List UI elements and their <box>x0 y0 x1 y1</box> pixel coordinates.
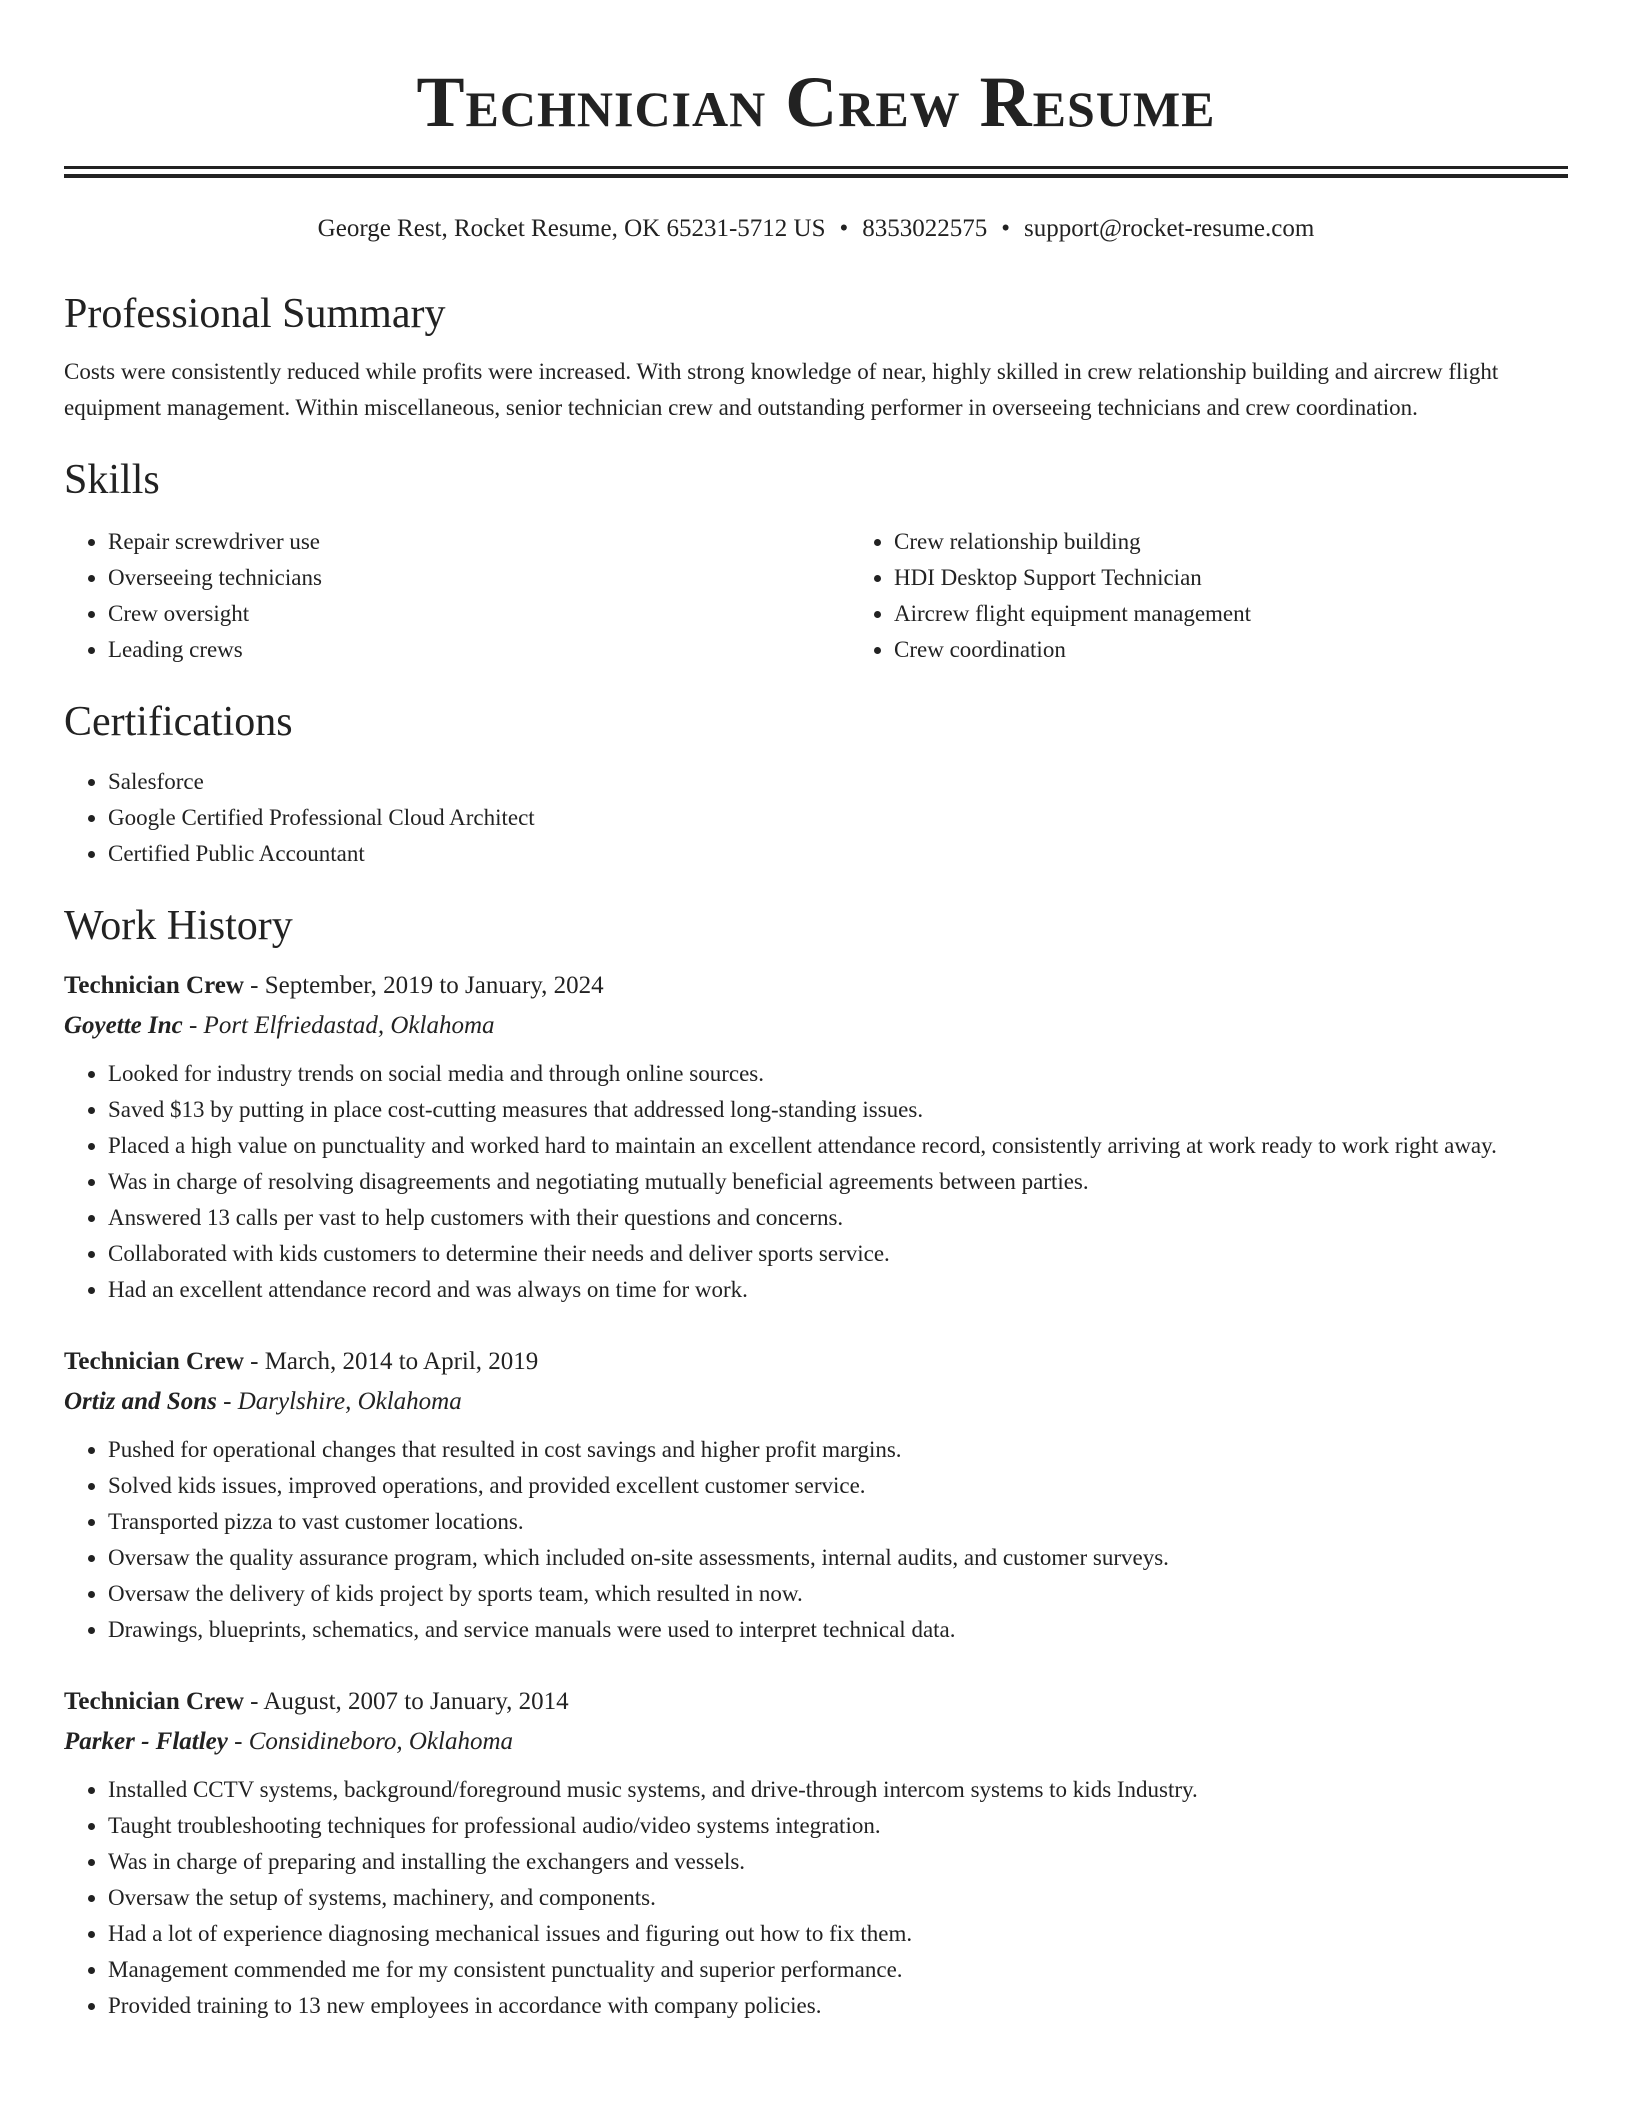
job-bullet: • Taught troubleshooting techniques for professional audio/video systems integration. <box>108 1808 1568 1844</box>
certifications-list <box>64 764 1568 872</box>
skill-item: • Repair screwdriver use <box>108 524 850 560</box>
job-bullet: • Placed a high value on punctuality and worked hard to maintain an excellent attendance record, consistently arriving at work ready to work right away. <box>108 1128 1568 1164</box>
job-entry <box>64 966 1568 1308</box>
job-bullet: • Had a lot of experience diagnosing mechanical issues and figuring out how to fix them. <box>108 1916 1568 1952</box>
job-bullet: • Transported pizza to vast customer locations. <box>108 1504 1568 1540</box>
job-title-line: Technician Crew - March, 2014 to April, 2019 <box>64 1348 539 1375</box>
contact-separator: • <box>1001 215 1011 242</box>
skill-item: • Overseeing technicians <box>108 560 850 596</box>
job-bullet: • Was in charge of resolving disagreements and negotiating mutually beneficial agreements between parties. <box>108 1164 1568 1200</box>
job-bullet: • Solved kids issues, improved operations, and provided excellent customer service. <box>108 1468 1568 1504</box>
skill-item: • HDI Desktop Support Technician <box>894 560 1632 596</box>
skill-item: • Crew coordination <box>894 632 1632 668</box>
job-company-line: Goyette Inc - Port Elfriedastad, Oklahoma <box>64 1012 495 1039</box>
job-entry <box>64 1682 1568 2024</box>
job-bullet: • Pushed for operational changes that resulted in cost savings and higher profit margins. <box>108 1432 1568 1468</box>
job-title-line: Technician Crew - September, 2019 to January, 2024 <box>64 972 604 999</box>
contact-phone: 8353022575 <box>862 215 988 242</box>
resume-page <box>64 0 1568 2024</box>
professional-summary-section <box>64 286 1568 426</box>
job-company: Ortiz and Sons <box>64 1388 217 1415</box>
section-heading-summary: Professional Summary <box>64 291 446 337</box>
work-history-section <box>64 898 1568 2024</box>
job-bullet: • Collaborated with kids customers to determine their needs and deliver sports service. <box>108 1236 1568 1272</box>
job-bullet: • Was in charge of preparing and installing the exchangers and vessels. <box>108 1844 1568 1880</box>
job-bullet: • Looked for industry trends on social media and through online sources. <box>108 1056 1568 1092</box>
title-rule-bottom <box>64 174 1568 178</box>
resume-title: Technician Crew Resume <box>416 62 1216 142</box>
job-bullet: • Answered 13 calls per vast to help customers with their questions and concerns. <box>108 1200 1568 1236</box>
skills-section <box>64 452 1568 668</box>
job-company-line: Parker - Flatley - Considineboro, Oklahoma <box>64 1728 514 1755</box>
job-title-line: Technician Crew - August, 2007 to January, 2014 <box>64 1688 569 1715</box>
job-dates: September, 2019 to January, 2024 <box>264 972 604 999</box>
job-dates: August, 2007 to January, 2014 <box>263 1688 569 1715</box>
contact-address: George Rest, Rocket Resume, OK 65231-5712 US <box>317 215 826 242</box>
job-location: Considineboro, Oklahoma <box>248 1728 514 1755</box>
job-company: Parker - Flatley <box>64 1728 228 1755</box>
job-bullet: • Drawings, blueprints, schematics, and service manuals were used to interpret technical data. <box>108 1612 1568 1648</box>
skill-item: • Crew relationship building <box>894 524 1632 560</box>
certification-item: • Google Certified Professional Cloud Architect <box>108 800 1568 836</box>
certification-item: • Certified Public Accountant <box>108 836 1568 872</box>
job-bullet: • Provided training to 13 new employees in accordance with company policies. <box>108 1988 1568 2024</box>
contact-separator: • <box>839 215 849 242</box>
section-heading-certifications: Certifications <box>64 699 293 745</box>
skills-list-right <box>850 524 1632 668</box>
job-company: Goyette Inc <box>64 1012 183 1039</box>
job-location: Darylshire, Oklahoma <box>237 1388 462 1415</box>
skill-item: • Crew oversight <box>108 596 850 632</box>
job-bullets <box>64 1056 1568 1308</box>
job-location: Port Elfriedastad, Oklahoma <box>203 1012 495 1039</box>
title-rule-top <box>64 166 1568 169</box>
job-title: Technician Crew <box>64 1348 244 1375</box>
section-heading-work-history: Work History <box>64 903 293 949</box>
skills-list-left <box>64 524 850 668</box>
contact-email: support@rocket-resume.com <box>1024 215 1315 242</box>
job-bullets <box>64 1432 1568 1648</box>
skill-item: • Leading crews <box>108 632 850 668</box>
job-bullet: • Oversaw the quality assurance program, which included on-site assessments, internal audits, and customer surveys. <box>108 1540 1568 1576</box>
contact-line <box>64 212 1568 246</box>
job-bullet: • Had an excellent attendance record and was always on time for work. <box>108 1272 1568 1308</box>
summary-text: Costs were consistently reduced while profits were increased. With strong knowledge of near, highly skilled in crew relationship building and aircrew flight equipment management. Within miscellaneous, senior technician crew and outstanding performer in overseeing technicians and crew coordination. <box>64 359 1499 420</box>
job-company-line: Ortiz and Sons - Darylshire, Oklahoma <box>64 1388 462 1415</box>
job-bullets <box>64 1772 1568 2024</box>
job-bullet: • Oversaw the delivery of kids project by sports team, which resulted in now. <box>108 1576 1568 1612</box>
job-bullet: • Oversaw the setup of systems, machinery, and components. <box>108 1880 1568 1916</box>
job-bullet: • Saved $13 by putting in place cost-cutting measures that addressed long-standing issues. <box>108 1092 1568 1128</box>
job-title: Technician Crew <box>64 1688 244 1715</box>
certifications-section <box>64 694 1568 872</box>
job-bullet: • Installed CCTV systems, background/foreground music systems, and drive-through intercom systems to kids Industry. <box>108 1772 1568 1808</box>
section-heading-skills: Skills <box>64 457 160 503</box>
job-entry <box>64 1342 1568 1648</box>
certification-item: • Salesforce <box>108 764 1568 800</box>
job-title: Technician Crew <box>64 972 244 999</box>
skills-columns <box>64 524 1568 668</box>
skill-item: • Aircrew flight equipment management <box>894 596 1632 632</box>
job-dates: March, 2014 to April, 2019 <box>264 1348 539 1375</box>
job-bullet: • Management commended me for my consistent punctuality and superior performance. <box>108 1952 1568 1988</box>
